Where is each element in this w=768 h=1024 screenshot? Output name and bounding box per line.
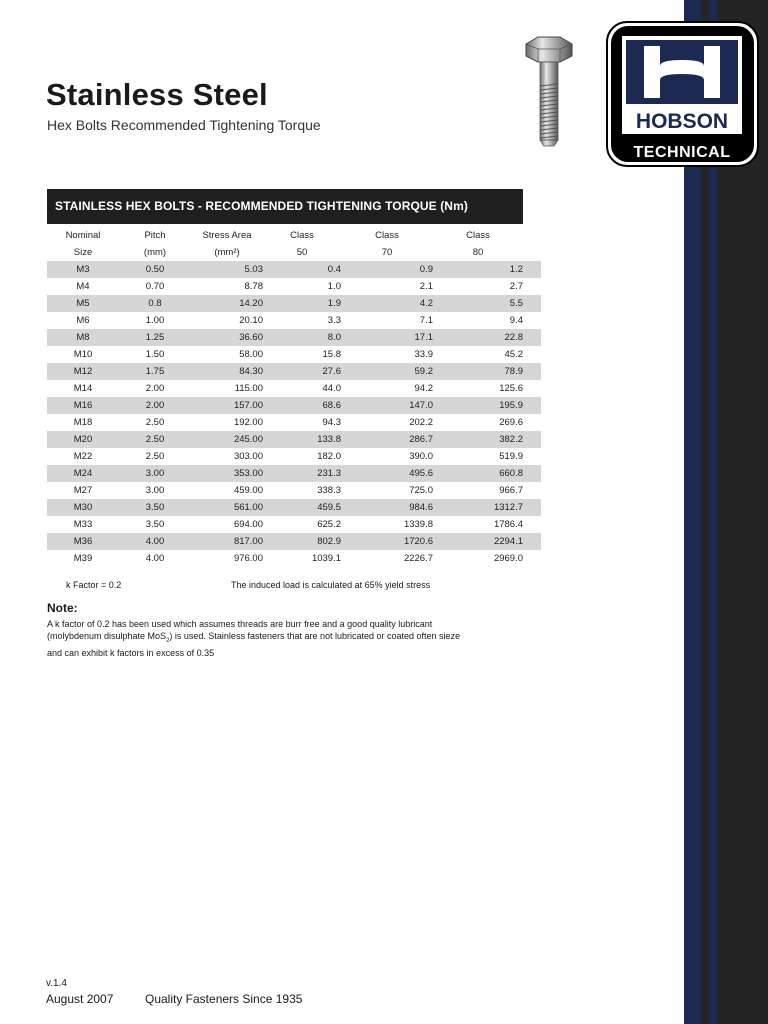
- table-cell: 338.3: [263, 482, 341, 499]
- table-cell: 725.0: [341, 482, 433, 499]
- table-header-row-units: [47, 244, 541, 261]
- table-row: [47, 482, 541, 499]
- table-cell: M22: [47, 448, 119, 465]
- table-row: [47, 363, 541, 380]
- table-cell: 3.50: [119, 516, 191, 533]
- table-row: [47, 397, 541, 414]
- table-row: [47, 499, 541, 516]
- table-row: [47, 550, 541, 567]
- table-cell: 78.9: [433, 363, 541, 380]
- table-cell: 147.0: [341, 397, 433, 414]
- table-cell: 459.5: [263, 499, 341, 516]
- table-cell: 59.2: [341, 363, 433, 380]
- version-label: v.1.4: [46, 978, 67, 989]
- header-50: 50: [296, 247, 308, 258]
- table-cell: 1.50: [119, 346, 191, 363]
- table-cell: 0.70: [119, 278, 191, 295]
- table-cell: 3.3: [263, 312, 341, 329]
- table-cell: 390.0: [341, 448, 433, 465]
- note-line-2: [47, 630, 527, 647]
- note-body: [47, 618, 527, 659]
- table-cell: 976.00: [191, 550, 263, 567]
- logo-hobson-text: HOBSON: [635, 110, 729, 133]
- table-cell: M10: [47, 346, 119, 363]
- header-80: 80: [472, 247, 484, 258]
- table-cell: 17.1: [341, 329, 433, 346]
- table-cell: M12: [47, 363, 119, 380]
- header-nominal: Nominal: [65, 230, 101, 241]
- hobson-technical-logo: [605, 20, 760, 168]
- table-cell: 1.2: [433, 261, 541, 278]
- table-cell: 984.6: [341, 499, 433, 516]
- table-cell: 2.1: [341, 278, 433, 295]
- table-cell: 0.9: [341, 261, 433, 278]
- table-row: [47, 380, 541, 397]
- table-cell: 382.2: [433, 431, 541, 448]
- table-cell: M5: [47, 295, 119, 312]
- table-cell: 2.50: [119, 414, 191, 431]
- table-cell: 45.2: [433, 346, 541, 363]
- table-cell: 58.00: [191, 346, 263, 363]
- table-cell: M6: [47, 312, 119, 329]
- torque-data-table: [47, 224, 541, 567]
- table-cell: M16: [47, 397, 119, 414]
- table-cell: 5.03: [191, 261, 263, 278]
- table-cell: 2.00: [119, 380, 191, 397]
- table-cell: 1339.8: [341, 516, 433, 533]
- note-line-2-text-end: ) is used. Stainless fasteners that are not lubricated or coated often sieze: [169, 631, 461, 641]
- table-cell: 625.2: [263, 516, 341, 533]
- header-class-70: Class: [375, 230, 399, 241]
- table-row: [47, 414, 541, 431]
- header-70: 70: [381, 247, 393, 258]
- table-cell: 8.78: [191, 278, 263, 295]
- table-cell: 15.8: [263, 346, 341, 363]
- induced-load-note: The induced load is calculated at 65% yield stress: [231, 580, 431, 590]
- table-cell: 14.20: [191, 295, 263, 312]
- table-cell: 2.00: [119, 397, 191, 414]
- table-cell: 802.9: [263, 533, 341, 550]
- table-cell: 44.0: [263, 380, 341, 397]
- table-cell: 0.50: [119, 261, 191, 278]
- table-cell: M20: [47, 431, 119, 448]
- table-cell: 966.7: [433, 482, 541, 499]
- note-title: Note:: [47, 601, 78, 615]
- table-cell: 4.00: [119, 550, 191, 567]
- table-row: [47, 329, 541, 346]
- table-cell: 2969.0: [433, 550, 541, 567]
- tagline: Quality Fasteners Since 1935: [145, 992, 303, 1006]
- table-cell: 195.9: [433, 397, 541, 414]
- table-cell: 3.00: [119, 482, 191, 499]
- table-cell: 36.60: [191, 329, 263, 346]
- table-cell: M3: [47, 261, 119, 278]
- table-header-row: [47, 224, 541, 244]
- table-cell: 694.00: [191, 516, 263, 533]
- table-row: [47, 346, 541, 363]
- table-cell: 495.6: [341, 465, 433, 482]
- table-cell: 0.4: [263, 261, 341, 278]
- table-cell: 3.50: [119, 499, 191, 516]
- table-cell: 2.50: [119, 448, 191, 465]
- table-title: STAINLESS HEX BOLTS - RECOMMENDED TIGHTENING TORQUE (Nm): [47, 189, 523, 224]
- table-cell: 9.4: [433, 312, 541, 329]
- header-pitch: Pitch: [144, 230, 166, 241]
- header-mm2: (mm²): [214, 247, 240, 258]
- table-row: [47, 448, 541, 465]
- table-cell: 202.2: [341, 414, 433, 431]
- table-cell: M18: [47, 414, 119, 431]
- table-cell: M4: [47, 278, 119, 295]
- torque-table: [47, 189, 523, 567]
- header-class-50: Class: [290, 230, 314, 241]
- table-cell: 94.3: [263, 414, 341, 431]
- table-cell: 519.9: [433, 448, 541, 465]
- table-cell: 4.2: [341, 295, 433, 312]
- table-cell: 1.0: [263, 278, 341, 295]
- table-cell: 2.7: [433, 278, 541, 295]
- table-cell: 125.6: [433, 380, 541, 397]
- table-cell: 459.00: [191, 482, 263, 499]
- table-cell: 231.3: [263, 465, 341, 482]
- table-cell: 27.6: [263, 363, 341, 380]
- table-cell: 286.7: [341, 431, 433, 448]
- table-cell: 1.00: [119, 312, 191, 329]
- table-cell: 1.9: [263, 295, 341, 312]
- table-cell: M30: [47, 499, 119, 516]
- note-line-2-text: (molybdenum disulphate MoS: [47, 631, 167, 641]
- table-cell: 8.0: [263, 329, 341, 346]
- table-cell: 1720.6: [341, 533, 433, 550]
- table-cell: M33: [47, 516, 119, 533]
- header-size: Size: [73, 247, 93, 258]
- table-cell: 1039.1: [263, 550, 341, 567]
- header-stress-area: Stress Area: [202, 230, 252, 241]
- k-factor-note: k Factor = 0.2: [66, 580, 122, 590]
- page-subtitle: Hex Bolts Recommended Tightening Torque: [47, 117, 321, 133]
- table-cell: 33.9: [341, 346, 433, 363]
- table-cell: M8: [47, 329, 119, 346]
- table-cell: 133.8: [263, 431, 341, 448]
- table-cell: 2.50: [119, 431, 191, 448]
- table-row: [47, 516, 541, 533]
- table-cell: 84.30: [191, 363, 263, 380]
- table-cell: M14: [47, 380, 119, 397]
- table-row: [47, 431, 541, 448]
- table-cell: 20.10: [191, 312, 263, 329]
- table-cell: 1.25: [119, 329, 191, 346]
- table-row: [47, 533, 541, 550]
- header-class-80: Class: [466, 230, 490, 241]
- table-cell: 245.00: [191, 431, 263, 448]
- table-cell: M36: [47, 533, 119, 550]
- table-cell: 2294.1: [433, 533, 541, 550]
- table-cell: 1.75: [119, 363, 191, 380]
- table-cell: 157.00: [191, 397, 263, 414]
- hex-bolt-icon: [520, 34, 578, 150]
- table-row: [47, 278, 541, 295]
- table-cell: 269.6: [433, 414, 541, 431]
- table-cell: 182.0: [263, 448, 341, 465]
- note-line-1: A k factor of 0.2 has been used which assumes threads are burr free and a good quality lubricant: [47, 619, 433, 629]
- table-row: [47, 295, 541, 312]
- table-cell: 0.8: [119, 295, 191, 312]
- table-cell: 94.2: [341, 380, 433, 397]
- table-cell: 1786.4: [433, 516, 541, 533]
- table-cell: 192.00: [191, 414, 263, 431]
- table-cell: 660.8: [433, 465, 541, 482]
- table-cell: 561.00: [191, 499, 263, 516]
- table-cell: 3.00: [119, 465, 191, 482]
- table-cell: 4.00: [119, 533, 191, 550]
- table-row: [47, 465, 541, 482]
- table-cell: 5.5: [433, 295, 541, 312]
- table-cell: 22.8: [433, 329, 541, 346]
- page-title: Stainless Steel: [46, 77, 268, 112]
- table-cell: 2226.7: [341, 550, 433, 567]
- table-cell: M24: [47, 465, 119, 482]
- date-label: August 2007: [46, 992, 114, 1006]
- table-cell: 817.00: [191, 533, 263, 550]
- table-cell: 115.00: [191, 380, 263, 397]
- table-row: [47, 261, 541, 278]
- table-cell: 1312.7: [433, 499, 541, 516]
- table-cell: M39: [47, 550, 119, 567]
- table-cell: 303.00: [191, 448, 263, 465]
- note-subscript: 2: [166, 637, 170, 644]
- header-mm: (mm): [143, 247, 167, 258]
- table-cell: 68.6: [263, 397, 341, 414]
- table-row: [47, 312, 541, 329]
- table-cell: M27: [47, 482, 119, 499]
- table-cell: 7.1: [341, 312, 433, 329]
- logo-technical-text: TECHNICAL: [633, 144, 731, 161]
- table-cell: 353.00: [191, 465, 263, 482]
- note-line-3: and can exhibit k factors in excess of 0.35: [47, 647, 215, 658]
